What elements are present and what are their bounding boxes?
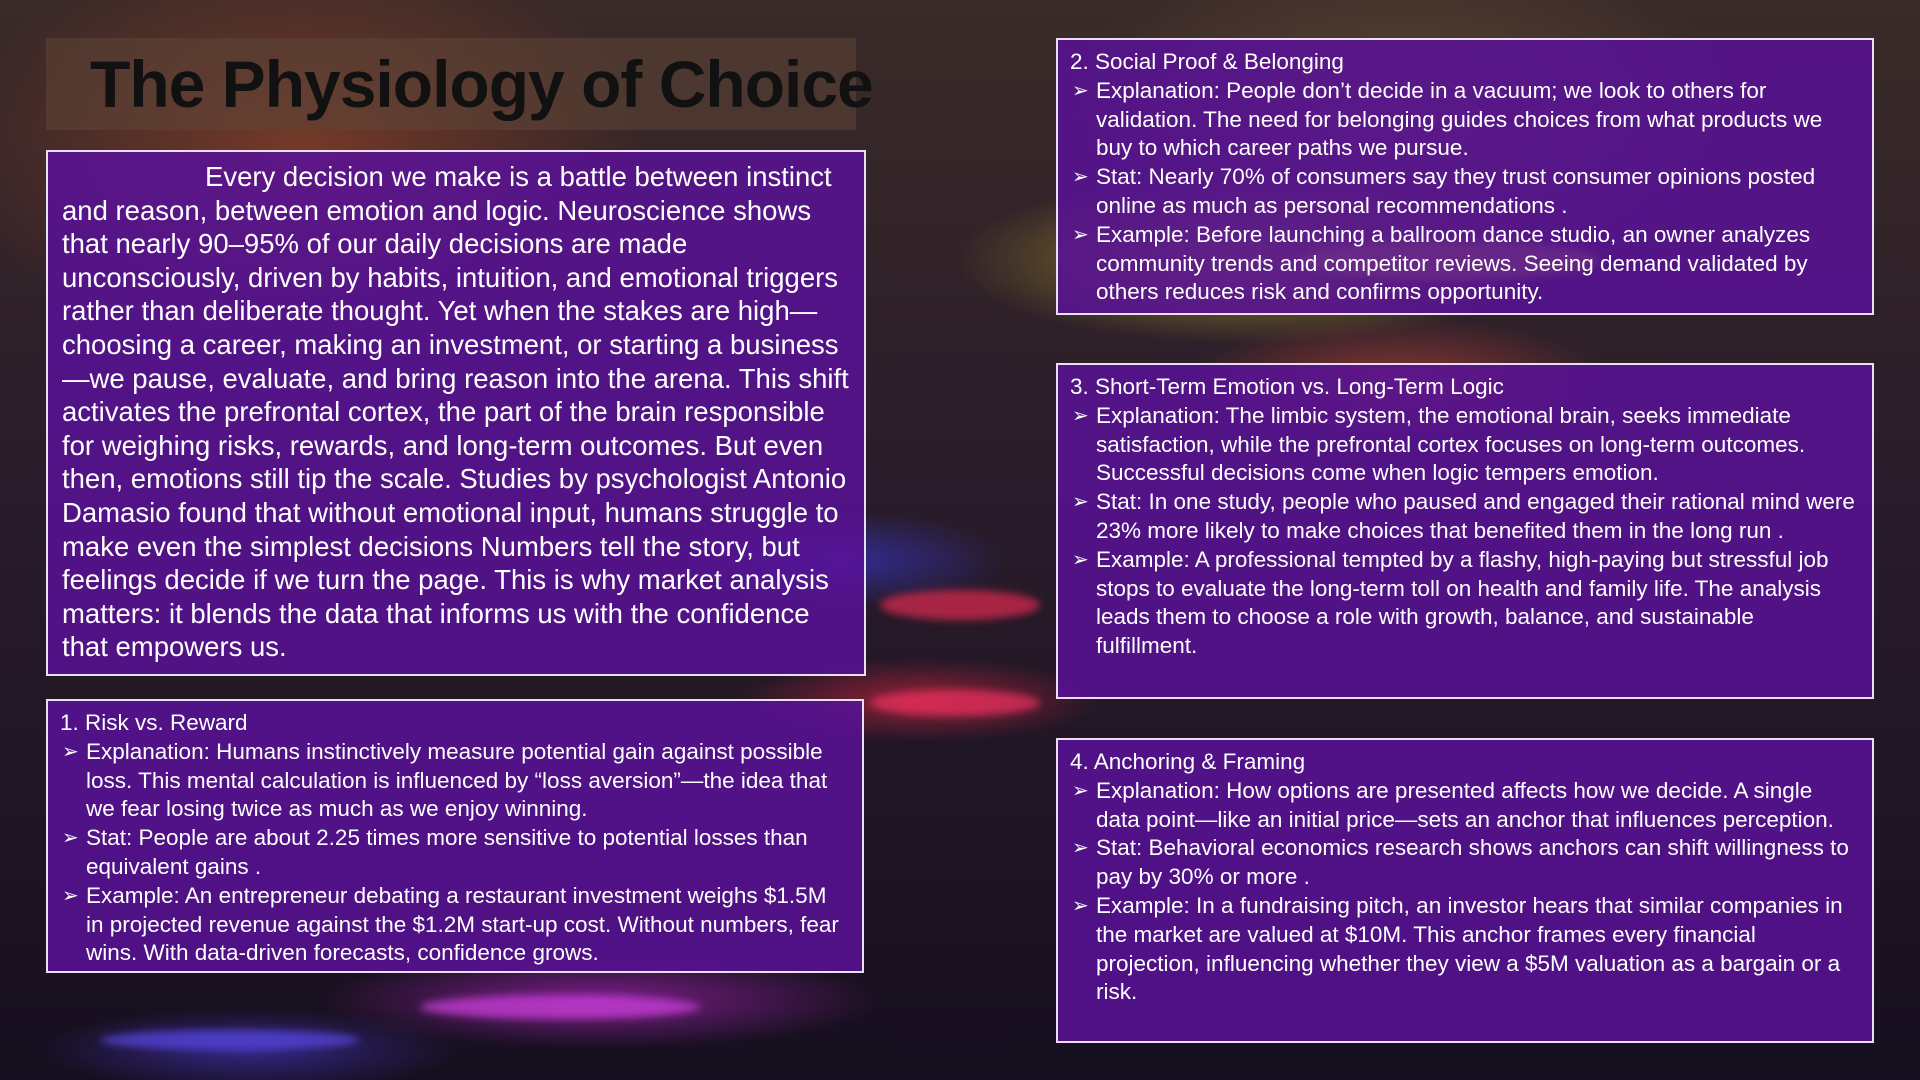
bullet-list: [1070, 402, 1860, 661]
list-item: [1070, 777, 1860, 835]
stat-text: Stat: People are about 2.25 times more sensitive to potential losses than equivalent gains .: [86, 825, 808, 879]
explanation-text: Explanation: How options are presented affects how we decide. A single data point—like an initial price—sets an anchor that influences perception.: [1096, 777, 1834, 832]
list-item: [1070, 402, 1860, 488]
list-item: [1070, 221, 1860, 307]
arrow-bullet-icon: ➢: [1072, 404, 1089, 427]
bullet-list: [1070, 777, 1860, 1007]
arrow-bullet-icon: ➢: [1072, 79, 1089, 102]
list-item: [60, 738, 850, 824]
arrow-bullet-icon: ➢: [1072, 837, 1089, 860]
list-item: [1070, 488, 1860, 546]
background-reflection: [870, 690, 1040, 716]
background-reflection: [100, 1030, 360, 1050]
card-title: 3. Short-Term Emotion vs. Long-Term Logic: [1070, 374, 1504, 399]
explanation-text: Explanation: Humans instinctively measure potential gain against possible loss. This mental calculation is influenced by “loss aversion”—the idea that we fear losing twice as much as we enjoy winning.: [86, 738, 828, 822]
example-text: Example: In a fundraising pitch, an investor hears that similar companies in the market are valued at $10M. This anchor frames every financial projection, influencing whether they view a $5M valuation as a bargain or a risk.: [1096, 892, 1843, 1005]
list-item: [1070, 77, 1860, 163]
card-title: 1. Risk vs. Reward: [60, 710, 248, 735]
explanation-text: Explanation: People don’t decide in a vacuum; we look to others for validation. The need for belonging guides choices from what products we buy to which career paths we pursue.: [1096, 77, 1823, 161]
explanation-text: Explanation: The limbic system, the emotional brain, seeks immediate satisfaction, while the prefrontal cortex focuses on long-term outcomes. Successful decisions come when logic tempers emotion.: [1096, 402, 1806, 486]
card-anchoring-framing: [1056, 738, 1874, 1043]
list-item: [1070, 892, 1860, 1007]
background-reflection: [420, 995, 700, 1019]
bullet-list: [1070, 77, 1860, 307]
bullet-list: [60, 738, 850, 968]
arrow-bullet-icon: ➢: [1072, 223, 1089, 246]
stat-text: Stat: Nearly 70% of consumers say they trust consumer opinions posted online as much as personal recommendations .: [1096, 164, 1816, 218]
arrow-bullet-icon: ➢: [62, 884, 79, 907]
arrow-bullet-icon: ➢: [1072, 894, 1089, 917]
arrow-bullet-icon: ➢: [1072, 779, 1089, 802]
list-item: [60, 882, 850, 968]
card-title: 4. Anchoring & Framing: [1070, 749, 1306, 774]
arrow-bullet-icon: ➢: [1072, 548, 1089, 571]
arrow-bullet-icon: ➢: [62, 827, 79, 850]
arrow-bullet-icon: ➢: [1072, 491, 1089, 514]
card-emotion-vs-logic: [1056, 363, 1874, 699]
example-text: Example: Before launching a ballroom dance studio, an owner analyzes community trends and competitor reviews. Seeing demand validated by others reduces risk and confirms opportunity.: [1096, 221, 1811, 305]
list-item: [1070, 834, 1860, 892]
intro-text: Every decision we make is a battle between instinct and reason, between emotion and logic. Neuroscience shows that nearly 90–95% of our daily decisions are made unconsciously, driven by habits, intuition, and emotional triggers rather than deliberate thought. Yet when the stakes are high—choosing a career, making an investment, or starting a business—we pause, evaluate, and bring reason into the arena. This shift activates the prefrontal cortex, the part of the brain responsible for weighing risks, rewards, and long-term outcomes. But even then, emotions still tip the scale. Studies by psychologist Antonio Damasio found that without emotional input, humans struggle to make even the simplest decisions Numbers tell the story, but feelings decide if we turn the page. This is why market analysis matters: it blends the data that informs us with the confidence that empowers us.: [62, 161, 849, 663]
background-reflection: [880, 590, 1040, 620]
card-social-proof: [1056, 38, 1874, 315]
arrow-bullet-icon: ➢: [1072, 166, 1089, 189]
example-text: Example: An entrepreneur debating a restaurant investment weighs $1.5M in projected revenue against the $1.2M start-up cost. Without numbers, fear wins. With data-driven forecasts, confidence grows.: [86, 882, 839, 966]
list-item: [1070, 546, 1860, 661]
stat-text: Stat: In one study, people who paused and engaged their rational mind were 23% more likely to make choices that benefited them in the long run .: [1096, 489, 1855, 543]
list-item: [60, 824, 850, 882]
intro-panel: [46, 150, 866, 676]
card-risk-vs-reward: [46, 699, 864, 973]
example-text: Example: A professional tempted by a flashy, high-paying but stressful job stops to evaluate the long-term toll on health and family life. The analysis leads them to choose a role with growth, balance, and sustainable fulfillment.: [1096, 546, 1829, 659]
card-title: 2. Social Proof & Belonging: [1070, 49, 1344, 74]
page-title: The Physiology of Choice: [90, 47, 873, 121]
list-item: [1070, 163, 1860, 221]
stat-text: Stat: Behavioral economics research shows anchors can shift willingness to pay by 30% or more .: [1096, 835, 1849, 890]
arrow-bullet-icon: ➢: [62, 740, 79, 763]
